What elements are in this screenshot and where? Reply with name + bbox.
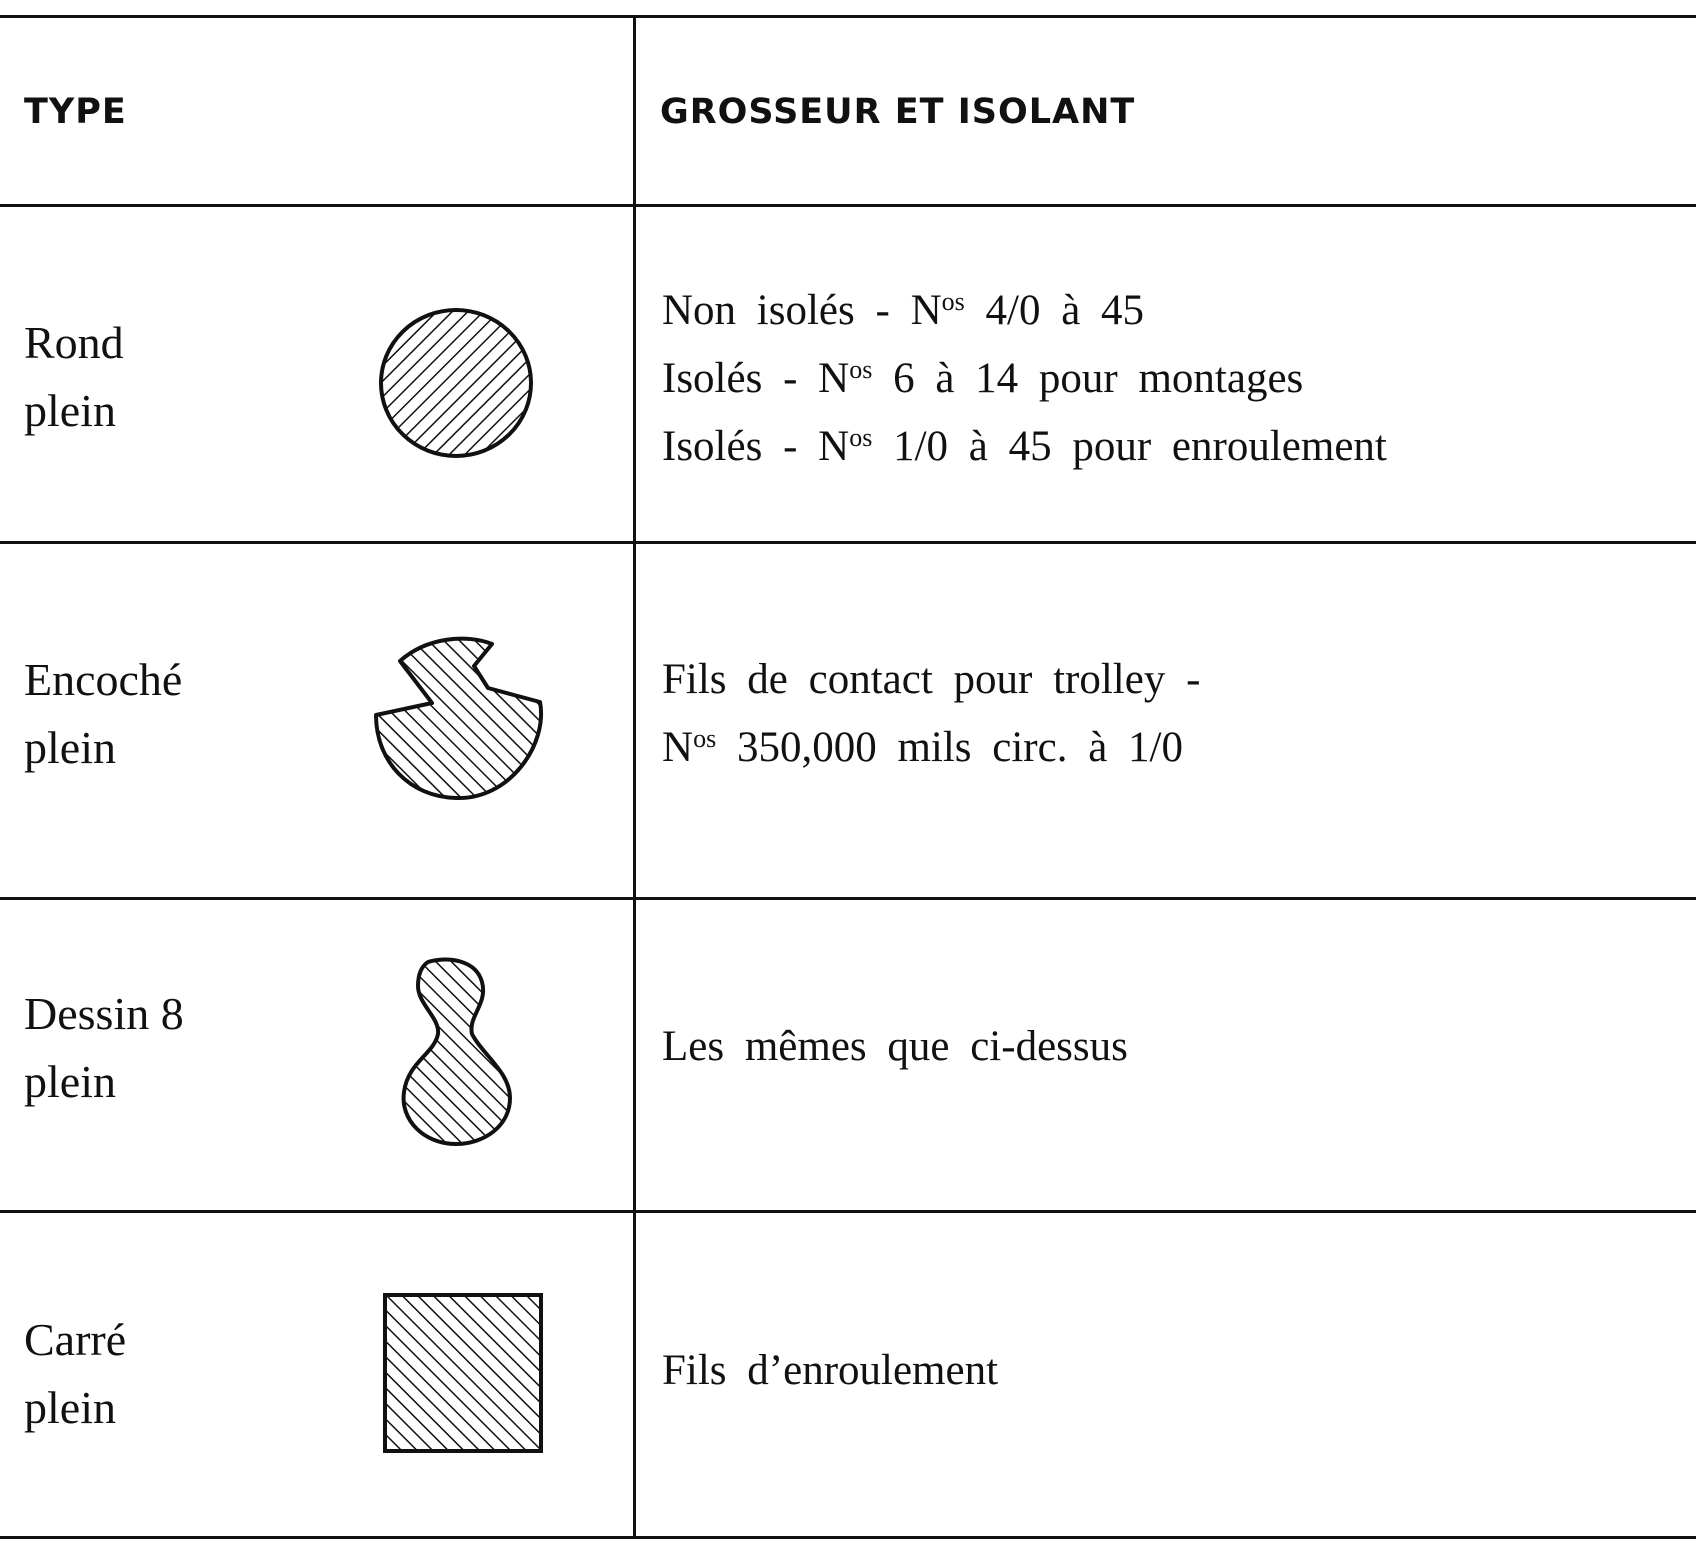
- table-bottom-rule: [0, 1536, 1696, 1539]
- type-name: Encoché: [24, 654, 183, 705]
- header-type: TYPE: [24, 92, 127, 132]
- description-line: $N^{os}$ 350,000 mils circ. à 1/0: [662, 724, 1183, 771]
- header-size-insulation: GROSSEUR ET ISOLANT: [660, 92, 1136, 132]
- description-line: Fils de contact pour trolley -: [662, 656, 1201, 703]
- type-label-notched: [24, 646, 182, 782]
- row-divider-3: [0, 1210, 1696, 1213]
- type-label-square: [24, 1306, 126, 1442]
- header-bottom-rule: [0, 204, 1696, 207]
- row-divider-2: [0, 897, 1696, 900]
- column-divider: [633, 17, 636, 1539]
- hatched-circle-icon: [378, 307, 534, 459]
- table-top-rule: [0, 15, 1696, 18]
- type-qualifier: plein: [24, 1382, 116, 1433]
- type-qualifier: plein: [24, 722, 116, 773]
- description-line: Isolés - $N^{os}$ 6 à 14 pour montages: [662, 355, 1304, 402]
- type-name: Rond: [24, 317, 124, 368]
- description-square: [662, 1337, 998, 1405]
- row-divider-1: [0, 541, 1696, 544]
- description-round: [662, 277, 1387, 481]
- hatched-square-icon: [382, 1292, 544, 1454]
- type-name: Carré: [24, 1314, 127, 1365]
- description-line: Les mêmes que ci-dessus: [662, 1023, 1128, 1070]
- type-qualifier: plein: [24, 385, 116, 436]
- hatched-figure-eight-icon: [398, 956, 518, 1148]
- type-label-round: [24, 309, 124, 445]
- hatched-notched-round-icon: [372, 632, 544, 804]
- description-line: Fils d’enroulement: [662, 1347, 999, 1394]
- type-name: Dessin 8: [24, 988, 184, 1039]
- description-line: Isolés - $N^{os}$ 1/0 à 45 pour enroulement: [662, 423, 1387, 470]
- description-line: Non isolés - $N^{os}$ 4/0 à 45: [662, 287, 1145, 334]
- description-notched: [662, 646, 1200, 782]
- type-qualifier: plein: [24, 1056, 116, 1107]
- type-label-figure-eight: [24, 980, 184, 1116]
- description-figure-eight: [662, 1013, 1128, 1081]
